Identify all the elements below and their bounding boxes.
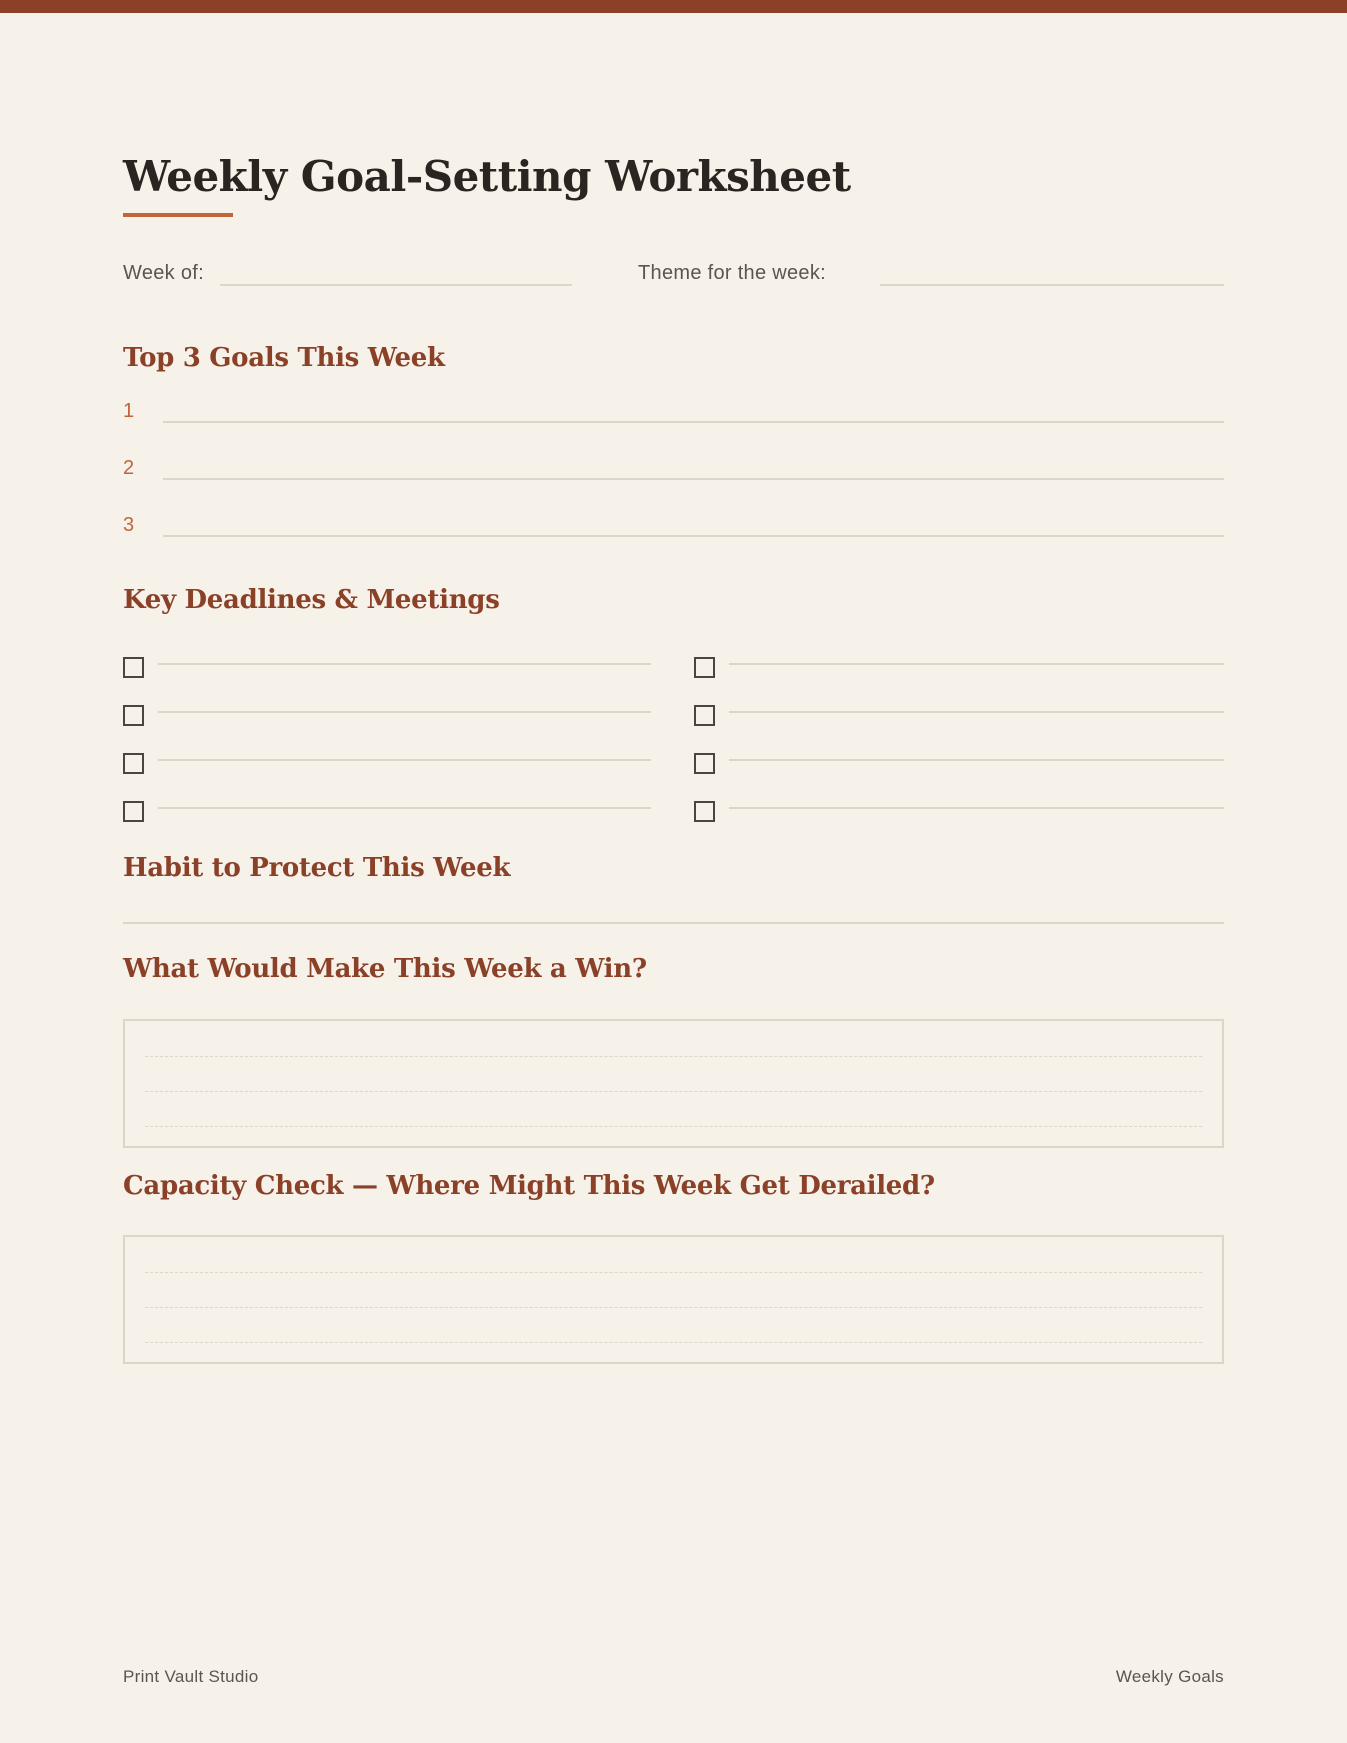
deadline-checkbox[interactable] [123, 705, 144, 726]
footer-brand: Print Vault Studio [123, 1667, 259, 1686]
writing-guide-line [145, 1091, 1202, 1092]
writing-guide-line [145, 1056, 1202, 1057]
writing-guide-line [145, 1126, 1202, 1127]
capacity-textarea[interactable] [123, 1235, 1224, 1364]
deadline-checkbox[interactable] [694, 753, 715, 774]
deadline-field[interactable] [729, 807, 1224, 809]
goal-field-2[interactable] [163, 478, 1224, 480]
win-textarea[interactable] [123, 1019, 1224, 1148]
habit-field[interactable] [123, 922, 1224, 924]
theme-field[interactable] [880, 284, 1224, 286]
goal-number: 1 [123, 400, 135, 422]
worksheet-page [123, 0, 1224, 1743]
deadline-field[interactable] [158, 807, 651, 809]
week-of-field[interactable] [220, 284, 572, 286]
deadline-checkbox[interactable] [123, 753, 144, 774]
win-heading: What Would Make This Week a Win? [123, 954, 647, 984]
capacity-heading: Capacity Check — Where Might This Week Get Derailed? [123, 1171, 935, 1201]
deadline-checkbox[interactable] [123, 657, 144, 678]
habit-heading: Habit to Protect This Week [123, 853, 511, 883]
deadline-checkbox[interactable] [694, 801, 715, 822]
deadline-field[interactable] [729, 663, 1224, 665]
writing-guide-line [145, 1307, 1202, 1308]
goal-field-3[interactable] [163, 535, 1224, 537]
goals-heading: Top 3 Goals This Week [123, 343, 445, 373]
deadline-field[interactable] [158, 711, 651, 713]
theme-label: Theme for the week: [638, 262, 827, 284]
writing-guide-line [145, 1342, 1202, 1343]
title-underline [123, 213, 233, 217]
goal-number: 2 [123, 457, 135, 479]
footer-label: Weekly Goals [1115, 1667, 1224, 1686]
goal-field-1[interactable] [163, 421, 1224, 423]
deadline-field[interactable] [158, 759, 651, 761]
week-of-label: Week of: [123, 262, 204, 284]
deadline-checkbox[interactable] [123, 801, 144, 822]
writing-guide-line [145, 1272, 1202, 1273]
deadline-field[interactable] [729, 711, 1224, 713]
deadlines-heading: Key Deadlines & Meetings [123, 585, 500, 615]
page-title: Weekly Goal-Setting Worksheet [123, 152, 851, 201]
deadline-field[interactable] [158, 663, 651, 665]
deadline-checkbox[interactable] [694, 657, 715, 678]
deadline-checkbox[interactable] [694, 705, 715, 726]
goal-number: 3 [123, 514, 135, 536]
deadline-field[interactable] [729, 759, 1224, 761]
